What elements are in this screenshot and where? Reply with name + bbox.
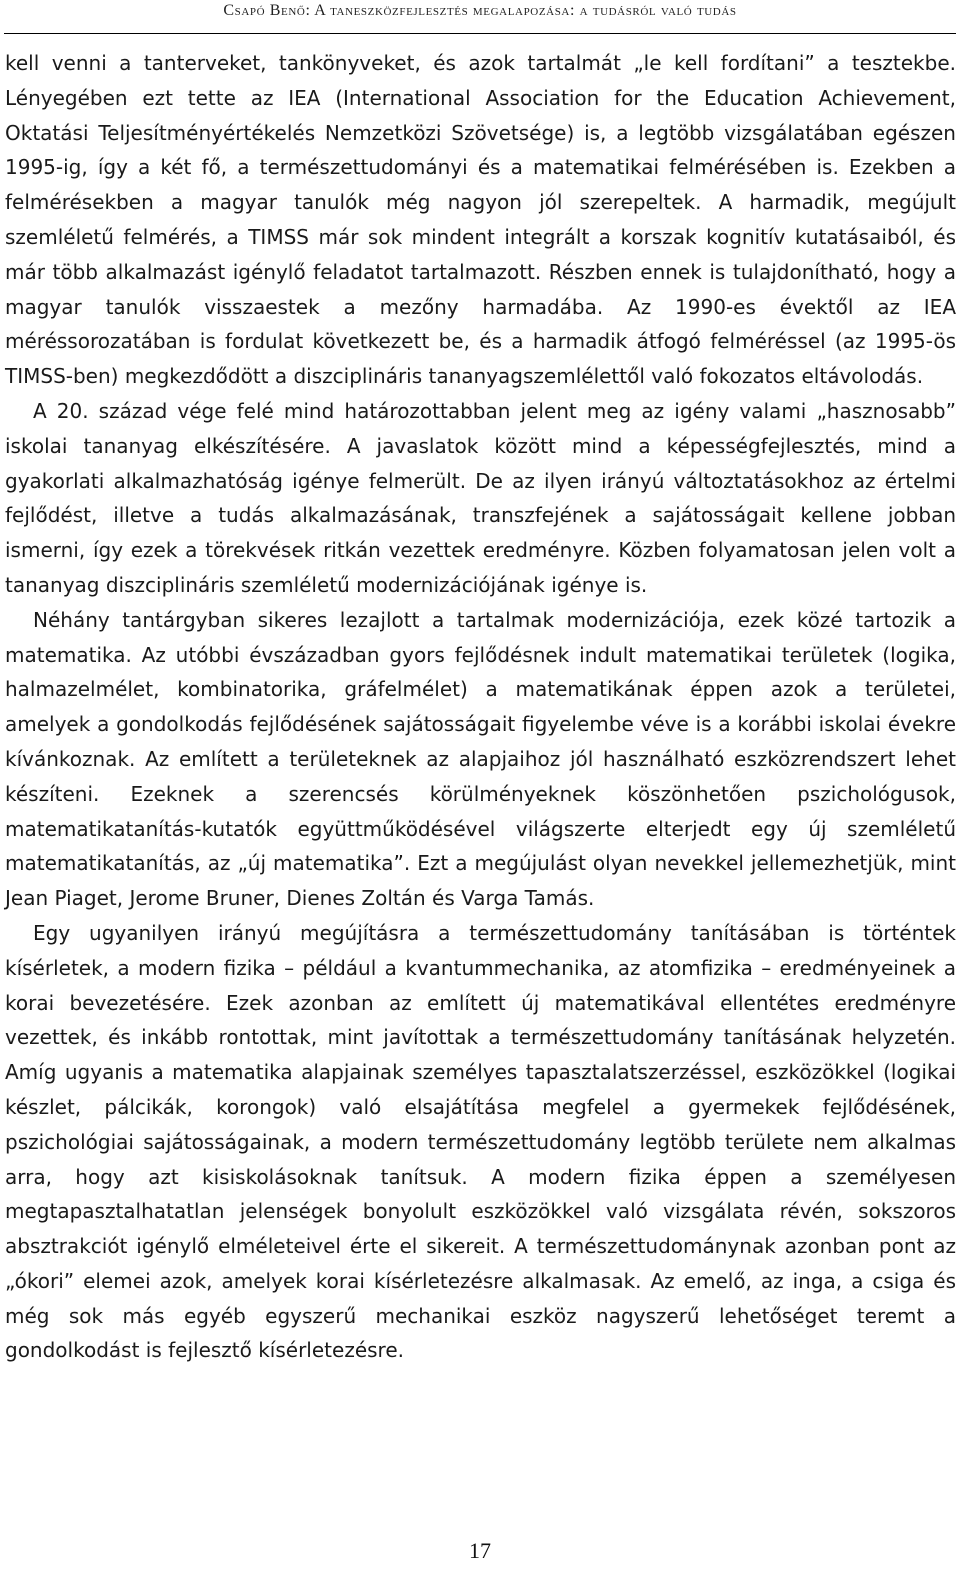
paragraph-2: A 20. század vége felé mind határozottabban jelent meg az igény valami „hasznosabb” iskolai tananyag elkészítésére. A javaslatok között mind a képességfejlesztés, mind a gyakorlati alkalmazhatóság igénye felmerült. De az ilyen irányú változtatásokhoz az értelmi fejlődést, illetve a tudás alkalmazásának, transzfejének a sajátosságait kellene jobban ismerni, így ezek a törekvések ritkán vezettek eredményre. Közben folyamatosan jelen volt a tananyag diszciplináris szemléletű modernizációjának igénye is.	[5, 398, 956, 597]
body-text	[5, 46, 956, 1368]
running-header: Csapó Benő: A taneszközfejlesztés megalapozása: a tudásról való tudás	[223, 2, 737, 19]
page-number: 17	[469, 1538, 491, 1563]
paragraph-3: Néhány tantárgyban sikeres lezajlott a tartalmak modernizációja, ezek közé tartozik a matematika. Az utóbbi évszázadban gyors fejlődésnek indult matematikai területek (logika, halmazelmélet, kombinatorika, gráfelmélet) a matematikának éppen azok a területei, amelyek a gondolkodás fejlődésének sajátosságait figyelembe véve is a korábbi iskolai évekre kívánkoznak. Az említett a területeknek az alapjaihoz jól használható eszközrendszert lehet készíteni. Ezeknek a szerencsés körülményeknek köszönhetően pszichológusok, matematikatanítás-kutatók együttműködésével világszerte elterjedt egy új szemléletű matematikatanítás, az „új matematika”. Ezt a megújulást olyan nevekkel jellemezhetjük, mint Jean Piaget, Jerome Bruner, Dienes Zoltán és Varga Tamás.	[5, 607, 956, 911]
header-rule	[4, 33, 956, 34]
paragraph-1: kell venni a tanterveket, tankönyveket, és azok tartalmát „le kell fordítani” a tesztekbe. Lényegében ezt tette az IEA (International Association for the Education Achievement, Oktatási Teljesítményértékelés Nemzetközi Szövetsége) is, a legtöbb vizsgálatában egészen 1995-ig, így a két fő, a természettudományi és a matematikai felmérésében is. Ezekben a felmérésekben a magyar tanulók még nagyon jól szerepeltek. A harmadik, megújult szemléletű felmérés, a TIMSS már sok mindent integrált a korszak kognitív kutatásaiból, és már több alkalmazást igénylő feladatot tartalmazott. Részben ennek is tulajdonítható, hogy a magyar tanulók visszaestek a mezőny harmadába. Az 1990-es évektől az IEA méréssorozatában is fordulat következett be, és a harmadik átfogó felméréssel (az 1995-ös TIMSS-ben) megkezdődött a diszciplináris tananyagszemlélettől való fokozatos eltávolodás.	[5, 51, 956, 389]
paragraph-4: Egy ugyanilyen irányú megújításra a természettudomány tanításában is történtek kísérletek, a modern fizika – például a kvantummechanika, az atomfizika – eredményeinek a korai bevezetésére. Ezek azonban az említett új matematikával ellentétes eredményre vezettek, és inkább rontottak, mint javítottak a természettudomány tanításának helyzetén. Amíg ugyanis a matematika alapjainak személyes tapasztalatszerzéssel, eszközökkel (logikai készlet, pálcikák, korongok) való elsajátítása megfelel a gyermekek fejlődésének, pszichológiai sajátosságainak, a modern természettudomány legtöbb területe nem alkalmas arra, hogy azt kisiskolásoknak tanítsuk. A modern fizika éppen a személyesen megtapasztalhatatlan jelenségek bonyolult eszközökkel való vizsgálata révén, sokszoros absztrakciót igénylő elméleteivel érte el sikereit. A természettudománynak azonban pont az „ókori” elemei azok, amelyek korai kísérletezésre alkalmasak. Az emelő, az inga, a csiga és még sok más egyéb egyszerű mechanikai eszköz nagyszerű lehetőséget teremt a gondolkodást is fejlesztő kísérletezésre.	[5, 920, 956, 1363]
